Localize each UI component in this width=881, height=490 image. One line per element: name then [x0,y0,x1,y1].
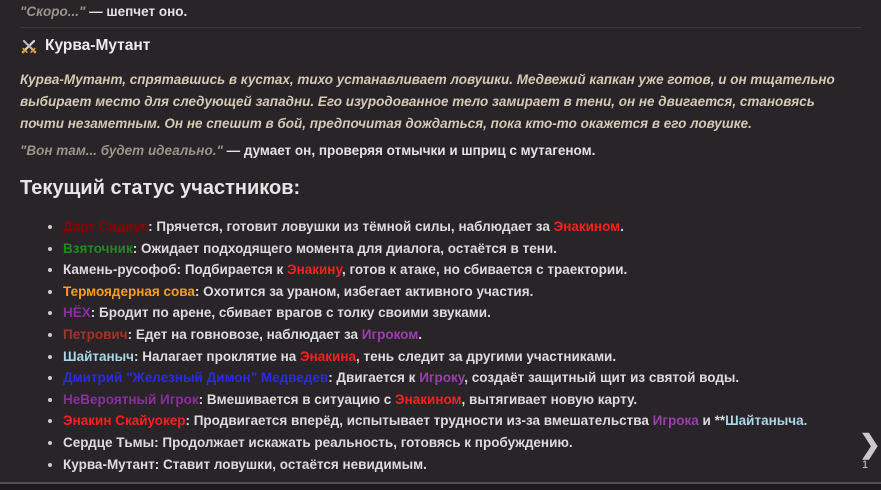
status-item-dmitriy-medvedev: • Дмитрий "Железный Димон" Медведев: Двигается к Игроку, создаёт защитный щит из святой воды. [63,367,861,389]
status-item-kurva-mutant: • Курва-Мутант: Ставит ловушки, остаётся невидимым. [63,454,861,476]
status-item-kamen-rusofob: • Камень-русофоб: Подбирается к Энакину, готов к атаке, но сбивается с траектории. [63,259,861,281]
swipe-right-control[interactable] [859,428,881,471]
character-header [20,37,861,55]
narration-paragraph: Курва-Мутант, спрятавшись в кустах, тихо устанавливает ловушки. Медвежий капкан уже готов, и он тщательно выбирает место для следующей западни. Его изуродованное тело замирает в тени, он не двигается, становясь почти незаметным. Он не спешит в бой, предпочитая дождаться, пока кто-то окажется в его ловушке. [20,72,835,131]
status-item-shaytanych: • Шайтаныч: Налагает проклятие на Энакина, тень следит за другими участниками. [63,346,861,368]
chevron-right-icon[interactable]: ❯ [859,429,881,459]
bottom-panel-edge [0,482,881,490]
status-heading: Текущий статус участников: [20,177,301,199]
status-item-petrovich: • Петрович: Едет на говновозе, наблюдает за Игроком. [63,324,861,346]
swipe-counter: 1 [862,459,869,471]
message-divider [20,27,861,28]
status-item-neveroyatny-igrok: • НеВероятный Игрок: Вмешивается в ситуацию с Энакином, вытягивает новую карту. [63,389,861,411]
previous-message-tail: "Скоро..." — шепчет оно. [20,4,188,19]
status-item-enakin-skywalker: • Энакин Скайуокер: Продвигается вперёд, испытывает трудности из-за вмешательства Игрока и **Шайтаныча. [63,410,861,432]
status-item-dart-sidius: • Дарт Сидиус: Прячется, готовит ловушки из тёмной силы, наблюдает за Энакином. [63,216,861,238]
crossed-swords-icon [20,37,38,55]
status-list [20,216,861,475]
status-item-serdtse-tmy: • Сердце Тьмы: Продолжает искажать реальность, готовясь к пробуждению. [63,432,861,454]
character-name: Курва-Мутант [45,37,151,54]
status-item-vzyatochnik: • Взяточник: Ожидает подходящего момента для диалога, остаётся в тени. [63,238,861,260]
quote-line: "Вон там... будет идеально." — думает он, проверяя отмычки и шприц с мутагеном. [20,143,596,158]
status-item-termoyadernaya-sova: • Термоядерная сова: Охотится за ураном, избегает активного участия. [63,281,861,303]
status-item-nyoh: • НЁХ: Бродит по арене, сбивает врагов с толку своими звуками. [63,302,861,324]
